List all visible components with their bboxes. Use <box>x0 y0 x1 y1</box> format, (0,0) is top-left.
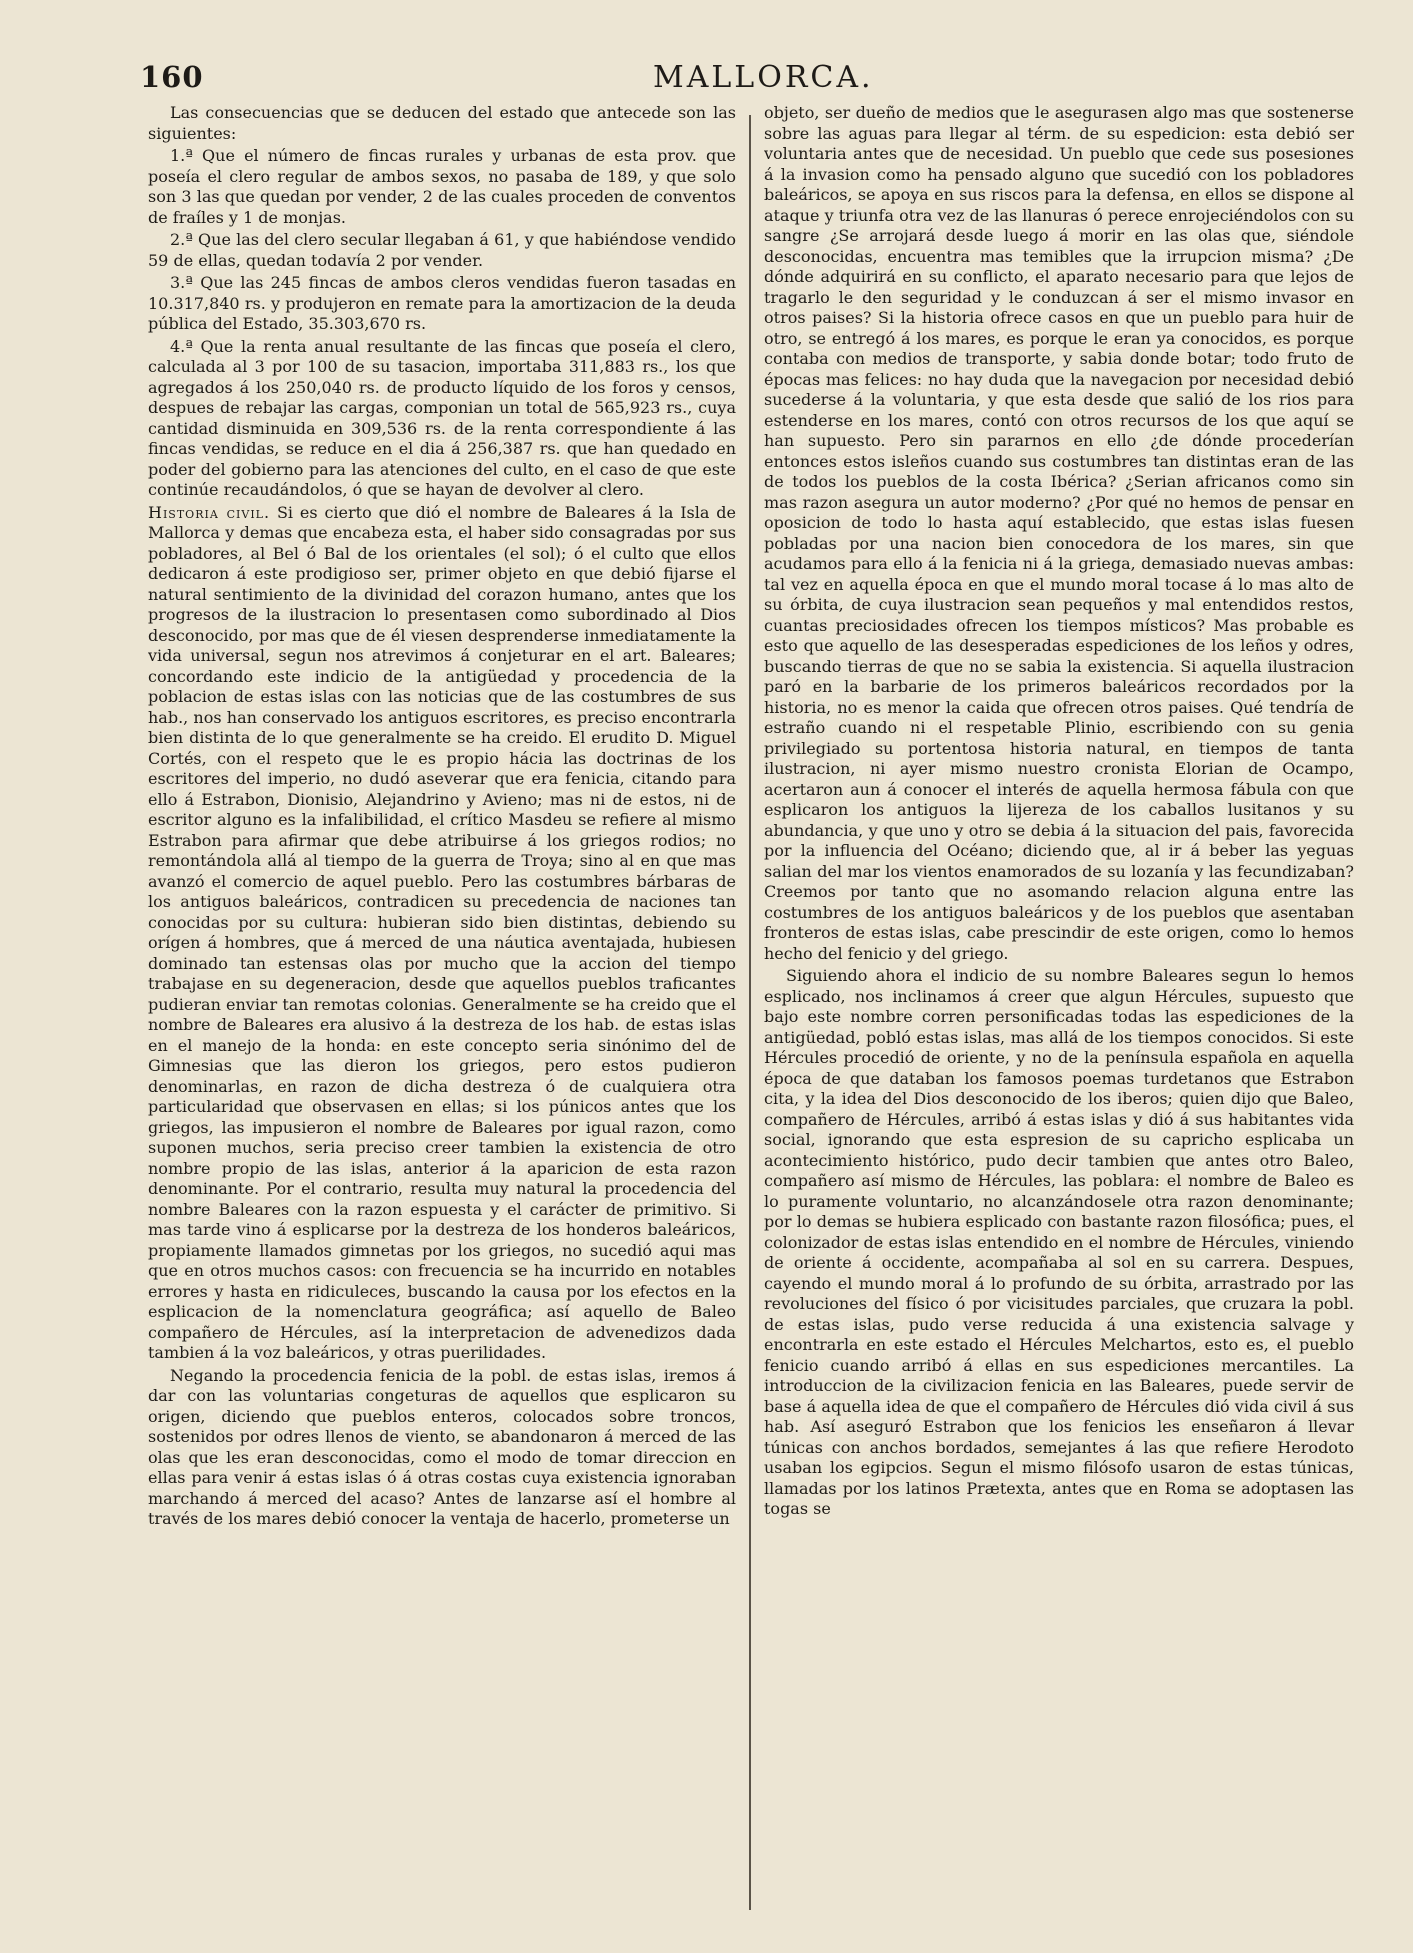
paragraph-item-2: 2.ª Que las del clero secular llegaban á 61, y que habiéndose vendido 59 de ellas, quedan todavía 2 por vender. <box>148 230 736 270</box>
left-column <box>148 103 736 1918</box>
paragraph-item-3: 3.ª Que las 245 fincas de ambos cleros vendidas fueron tasadas en 10.317,840 rs. y produjeron en remate para la amortizacion de la deuda pública del Estado, 35.303,670 rs. <box>148 273 736 333</box>
paragraph-continuation: objeto, ser dueño de medios que le asegurasen algo mas que sostenerse sobre las aguas para llegar al térm. de su espedicion: esta debió ser voluntaria antes que de necesidad. Un pueblo que cede sus posesiones á la invasion como ha pensado alguno que sucedió con los pobladores baleáricos, se apoya en sus riscos para la defensa, en ellos se dispone al ataque y triunfa otra vez de las llanuras ó perece enrojeciéndolos con su sangre ¿Se arrojará desde luego á morir en las olas que, siéndole desconocidas, encuentra mas temibles que la irrupcion misma? ¿De dónde adquirirá en su conflicto, el aparato necesario para que lejos de tragarlo le den seguridad y le conduzcan á ser el mismo invasor en otros paises? Si la historia ofrece casos en que un pueblo para huir de otro, se entregó á los mares, es porque le eran ya conocidos, es porque contaba con medios de transporte, y sabia donde botar; todo fruto de épocas mas felices: no hay duda que la navegacion por necesidad debió sucederse á la voluntaria, y que esta desde que salió de los rios para estenderse en los mares, contó con otros recursos de los que aquí se han supuesto. Pero sin pararnos en ello ¿de dónde procederían entonces estos isleños cuando sus costumbres tan distintas eran de las de todos los pueblos de la costa Ibérica? ¿Serian africanos como sin mas razon asegura un autor moderno? ¿Por qué no hemos de pensar en oposicion de todo lo hasta aquí establecido, que estas islas fuesen pobladas por una nacion bien conocedora de los mares, sin que acudamos para ello á la fenicia ni á la griega, demasiado nuevas ambas: tal vez en aquella época en que el mundo moral tocase á lo mas alto de su órbita, de cuya ilustracion sean pequeños y mal entendidos restos, cuantas preciosidades ofrecen los tiempos místicos? Mas probable es esto que aquello de las desesperadas espediciones de los leños y odres, buscando tierras de que no se sabia la existencia. Si aquella ilustracion paró en la barbarie de los primeros baleáricos recordados por la historia, no es menor la caida que ofrecen otros paises. Qué tendría de estraño cuando ni el respetable Plinio, escribiendo con su genia privilegiado su portentosa historia natural, en tiempos de tanta ilustracion, ni ayer mismo nuestro cronista Elorian de Ocampo, acertaron aun á conocer el interés de aquella hermosa fábula con que esplicaron los antiguos la lijereza de los caballos lusitanos y su abundancia, y que uno y otro se debia á la situacion del pais, favorecida por la influencia del Océano; diciendo que, al ir á beber las yeguas salian del mar los vientos enamorados de su lozanía y las fecundizaban? Creemos por tanto que no asomando relacion alguna entre las costumbres de los antiguos baleáricos y de los pueblos que asentaban fronteros de estas islas, cabe prescindir de este origen, como lo hemos hecho del fenicio y del griego. <box>764 103 1354 963</box>
paragraph-historia-civil <box>148 503 736 1364</box>
column-divider <box>749 115 751 1910</box>
paragraph-item-1: 1.ª Que el número de fincas rurales y urbanas de esta prov. que poseía el clero regular de ambos sexos, no pasaba de 189, y que solo son 3 las que quedan por vender, 2 de las cuales proceden de conventos de fraíles y 1 de monjas. <box>148 146 736 227</box>
section-heading: Historia civil. <box>148 502 271 522</box>
paragraph-intro: Las consecuencias que se deducen del estado que antecede son las siguientes: <box>148 103 736 143</box>
running-title: MALLORCA. <box>653 60 874 95</box>
page-number: 160 <box>140 60 204 94</box>
paragraph-fenicia: Negando la procedencia fenicia de la pobl. de estas islas, iremos á dar con las voluntarias congeturas de aquellos que esplicaron su origen, diciendo que pueblos enteros, colocados sobre troncos, sostenidos por odres llenos de viento, se abandonaron á merced de las olas que les eran desconocidas, como el modo de tomar direccion en ellas para venir á estas islas ó á otras costas cuya existencia ignoraban marchando á merced del acaso? Antes de lanzarse así el hombre al través de los mares debió conocer la ventaja de hacerlo, prometerse un <box>148 1365 736 1528</box>
paragraph-item-4: 4.ª Que la renta anual resultante de las fincas que poseía el clero, calculada al 3 por 100 de su tasacion, importaba 311,883 rs., los que agregados á los 250,040 rs. de producto líquido de los foros y censos, despues de rebajar las cargas, componian un total de 565,923 rs., cuya cantidad disminuida en 309,536 rs. de la renta correspondiente á las fincas vendidas, se reduce en el dia á 256,387 rs. que han quedado en poder del gobierno para las atenciones del culto, en el caso de que este continúe recaudándolos, ó que se hayan de devolver al clero. <box>148 336 736 499</box>
right-column <box>764 103 1354 1918</box>
paragraph-hercules: Siguiendo ahora el indicio de su nombre Baleares segun lo hemos esplicado, nos inclinamos á creer que algun Hércules, supuesto que bajo este nombre corren personificadas todas las espediciones de la antigüedad, pobló estas islas, mas allá de los tiempos conocidos. Si este Hércules procedió de oriente, y no de la península española en aquella época de que databan los famosos poemas turdetanos que Estrabon cita, y la idea del Dios desconocido de los iberos; quien dijo que Baleo, compañero de Hércules, arribó á estas islas y dió á sus habitantes vida social, ignorando que esta espresion de su capricho esplicaba un acontecimiento histórico, pudo decir tambien que antes otro Baleo, compañero así mismo de Hércules, las poblara: el nombre de Baleo es lo puramente voluntario, no alcanzándosele otra razon denominante; por lo demas se hubiera esplicado con bastante razon filosófica; pues, el colonizador de estas islas entendido en el nombre de Hércules, viniendo de oriente á occidente, acompañaba al sol en su carrera. Despues, cayendo el mundo moral á lo profundo de su órbita, arrastrado por las revoluciones del físico ó por vicisitudes parciales, que cruzara la pobl. de estas islas, pudo verse reducida á una existencia salvage y encontrarla en este estado el Hércules Melchartos, esto es, el pueblo fenicio cuando arribó á ellas en sus espediciones mercantiles. La introduccion de la civilizacion fenicia en las Baleares, puede servir de base á aquella idea de que el compañero de Hércules dió vida civil á sus hab. Así aseguró Estrabon que los fenicios les enseñaron á llevar túnicas con anchos bordados, semejantes á las que refiere Herodoto usaban los egipcios. Segun el mismo filósofo usaron de estas túnicas, llamadas por los latinos Prætexta, antes que en Roma se adoptasen las togas se <box>764 966 1354 1518</box>
section-body: Si es cierto que dió el nombre de Baleares á la Isla de Mallorca y demas que encabeza esta, el haber sido consagradas por sus pobladores, al Bel ó Bal de los orientales (el sol); ó el culto que ellos dedicaron á este prodigioso ser, primer objeto en que debió fijarse el natural sentimiento de la divinidad del corazon humano, antes que los progresos de la ilustracion lo presentasen como subordinado al Dios desconocido, por mas que de él viesen desprenderse inmediatamente la vida universal, segun nos atrevimos á conjeturar en el art. Baleares; concordando este indicio de la antigüedad y procedencia de la poblacion de estas islas con las noticias que de las costumbres de sus hab., nos han conservado los antiguos escritores, es preciso encontrarla bien distinta de lo que generalmente se ha creido. El erudito D. Miguel Cortés, con el respeto que le es propio hácia las doctrinas de los escritores del imperio, no dudó aseverar que era fenicia, citando para ello á Estrabon, Dionisio, Alejandrino y Avieno; mas ni de estos, ni de escritor alguno es la infalibilidad, el crítico Masdeu se refiere al mismo Estrabon para afirmar que debe atribuirse á los griegos rodios; no remontándola allá al tiempo de la guerra de Troya; sino al en que mas avanzó el comercio de aquel pueblo. Pero las costumbres bárbaras de los antiguos baleáricos, contradicen su precedencia de naciones tan conocidas por su cultura: hubieran sido bien distintas, debiendo su orígen á hombres, que á merced de una náutica aventajada, hubiesen dominado tan estensas olas por mucho que la accion del tiempo trabajase en su degeneracion, desde que aquellos pueblos traficantes pudieran enviar tan remotas colonias. Generalmente se ha creido que el nombre de Baleares era alusivo á la destreza de los hab. de estas islas en el manejo de la honda: en este concepto seria sinónimo del de Gimnesias que las dieron los griegos, pero estos pudieron denominarlas, en razon de dicha destreza ó de cualquiera otra particularidad que observasen en ellas; si los púnicos antes que los griegos, las impusieron el nombre de Baleares por igual razon, como suponen muchos, seria preciso creer tambien la existencia de otro nombre propio de las islas, anterior á la aparicion de esta razon denominante. Por el contrario, resulta muy natural la procedencia del nombre Baleares con la razon espuesta y el carácter de primitivo. Si mas tarde vino á esplicarse por la destreza de los honderos baleáricos, propiamente llamados gimnetas por los griegos, no sucedió aqui mas que en otros muchos casos: con frecuencia se ha incurrido en notables errores y hasta en ridiculeces, buscando la causa por los efectos en la esplicacion de la nomenclatura geográfica; así aquello de Baleo compañero de Hércules, así la interpretacion de advenedizos dada tambien á la voz baleáricos, y otras puerilidades. <box>148 502 736 1362</box>
page-header <box>0 60 1413 104</box>
